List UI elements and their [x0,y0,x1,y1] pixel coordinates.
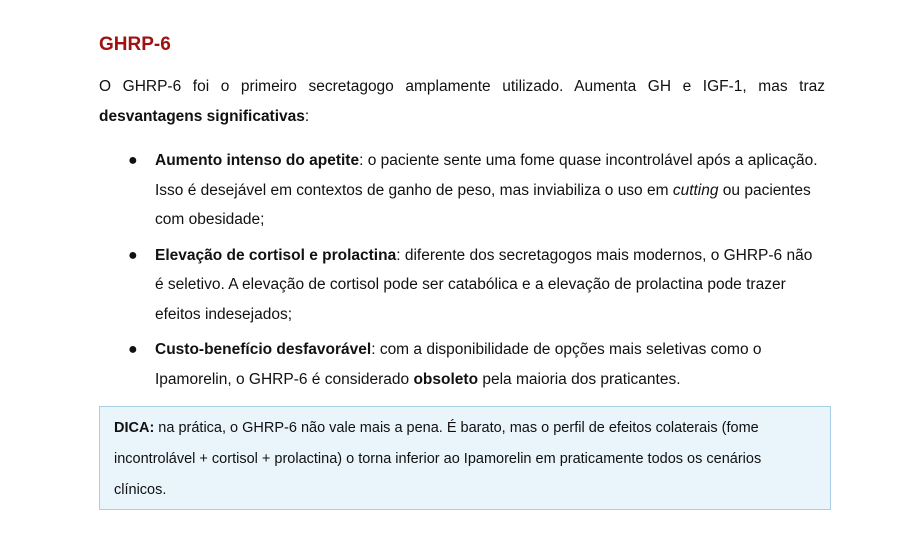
list-item [99,241,825,330]
bullet-icon: ● [128,246,138,264]
bullet-bold: obsoleto [413,370,479,388]
intro-paragraph [99,72,825,132]
bullet-text: : com a disponibilidade de opções mais seletivas como o Ipamorelin, o GHRP-6 é considerado [155,341,762,388]
tip-text: na prática, o GHRP-6 não vale mais a pena. É barato, mas o perfil de efeitos colaterais (fome incontrolável + cortisol + prolactina) o torna inferior ao Ipamorelin em praticamente todos os cenários clínicos. [114,420,762,498]
bullet-title: Custo-benefício desfavorável [155,341,372,358]
bullet-italic: cutting [672,181,719,199]
bullet-icon: ● [128,152,138,169]
intro-end: : [304,108,310,125]
section-heading: GHRP-6 [99,34,171,55]
bullet-list [99,146,825,400]
intro-bold: desvantagens significativas [99,108,305,125]
bullet-text-end: ou pacientes com obesidade; [155,181,811,228]
bullet-text-end: pela maioria dos praticantes. [478,370,681,388]
bullet-title: Aumento intenso do apetite [155,152,360,169]
bullet-text: : diferente dos secretagogos mais modernos, o GHRP-6 não é seletivo. A elevação de cortisol pode ser catabólica e a elevação de prolactina pode trazer efeitos indesejados; [155,246,813,323]
list-item [99,335,825,394]
bullet-icon: ● [128,341,138,358]
tip-label: DICA: [114,420,155,436]
tip-callout [99,406,831,510]
intro-text: O GHRP-6 foi o primeiro secretagogo amplamente utilizado. Aumenta GH e IGF-1, mas traz [99,78,825,95]
list-item [99,146,825,235]
bullet-text: : o paciente sente uma fome quase incontrolável após a aplicação. Isso é desejável em contextos de ganho de peso, mas inviabiliza o uso em [155,152,818,199]
bullet-title: Elevação de cortisol e prolactina [155,246,397,264]
